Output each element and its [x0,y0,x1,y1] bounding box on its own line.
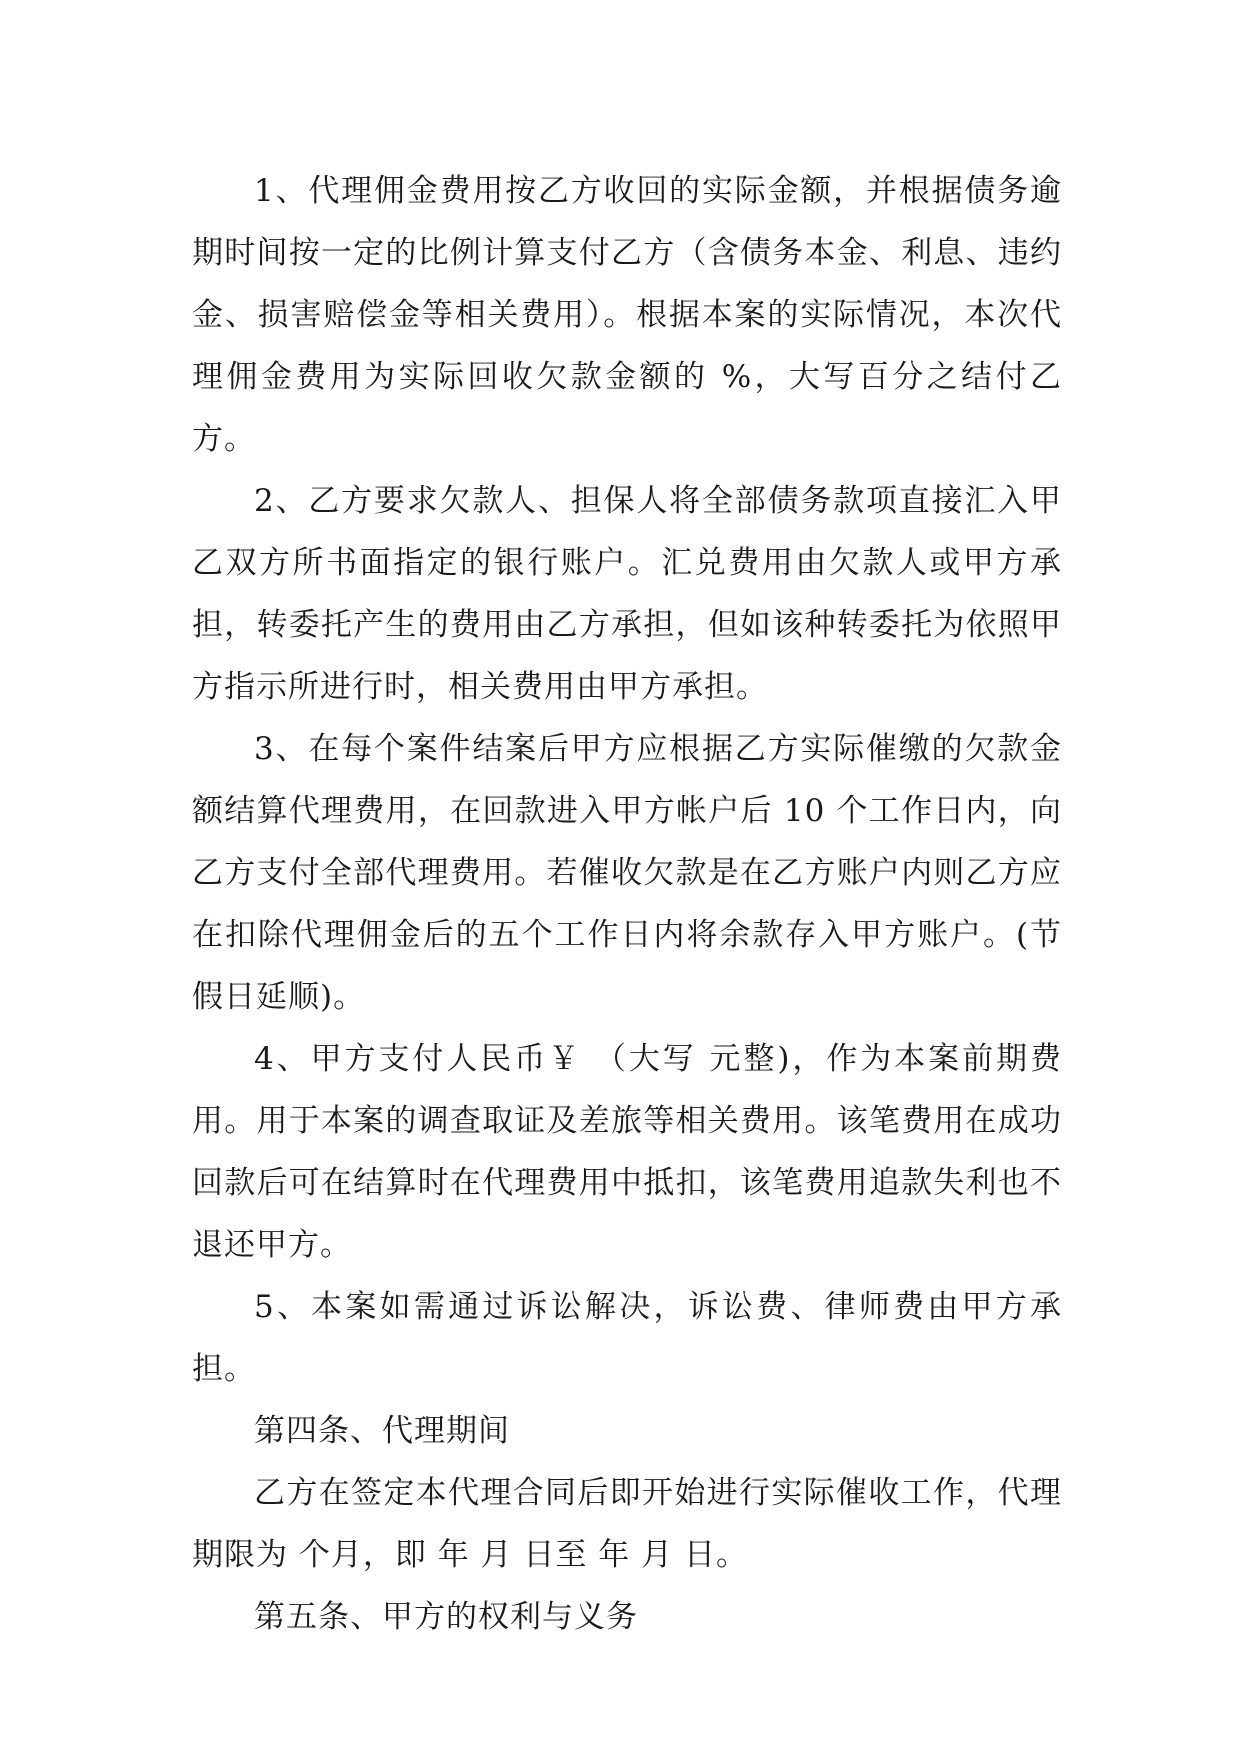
clause-payment-account: 2、乙方要求欠款人、担保人将全部债务款项直接汇入甲乙双方所书面指定的银行账户。汇兑费用由欠款人或甲方承担，转委托产生的费用由乙方承担，但如该种转委托为依照甲方指示所进行时，相关费用由甲方承担。 [192,483,1062,705]
clause-settlement: 3、在每个案件结案后甲方应根据乙方实际催缴的欠款金额结算代理费用，在回款进入甲方帐户后 10 个工作日内，向乙方支付全部代理费用。若催收欠款是在乙方账户内则乙方应在扣除代理佣金后的五个工作日内将余款存入甲方账户。(节假日延顺)。 [192,731,1062,1015]
section-heading-article-5: 第五条、甲方的权利与义务 [254,1599,638,1635]
clause-commission-fee: 1、代理佣金费用按乙方收回的实际金额，并根据债务逾期时间按一定的比例计算支付乙方（含债务本金、利息、违约金、损害赔偿金等相关费用）。根据本案的实际情况，本次代理佣金费用为实际回收欠款金额的 %，大写百分之结付乙方。 [192,173,1062,457]
section-heading-article-4: 第四条、代理期间 [254,1413,510,1449]
clause-upfront-fee: 4、甲方支付人民币￥ （大写 元整)，作为本案前期费用。用于本案的调查取证及差旅等相关费用。该笔费用在成功回款后可在结算时在代理费用中抵扣，该笔费用追款失利也不退还甲方。 [192,1041,1062,1263]
clause-litigation-costs: 5、本案如需通过诉讼解决，诉讼费、律师费由甲方承担。 [192,1289,1062,1387]
clause-agency-period: 乙方在签定本代理合同后即开始进行实际催收工作，代理期限为 个月，即 年 月 日至 年 月 日。 [192,1475,1062,1573]
document-body [192,160,1062,1648]
